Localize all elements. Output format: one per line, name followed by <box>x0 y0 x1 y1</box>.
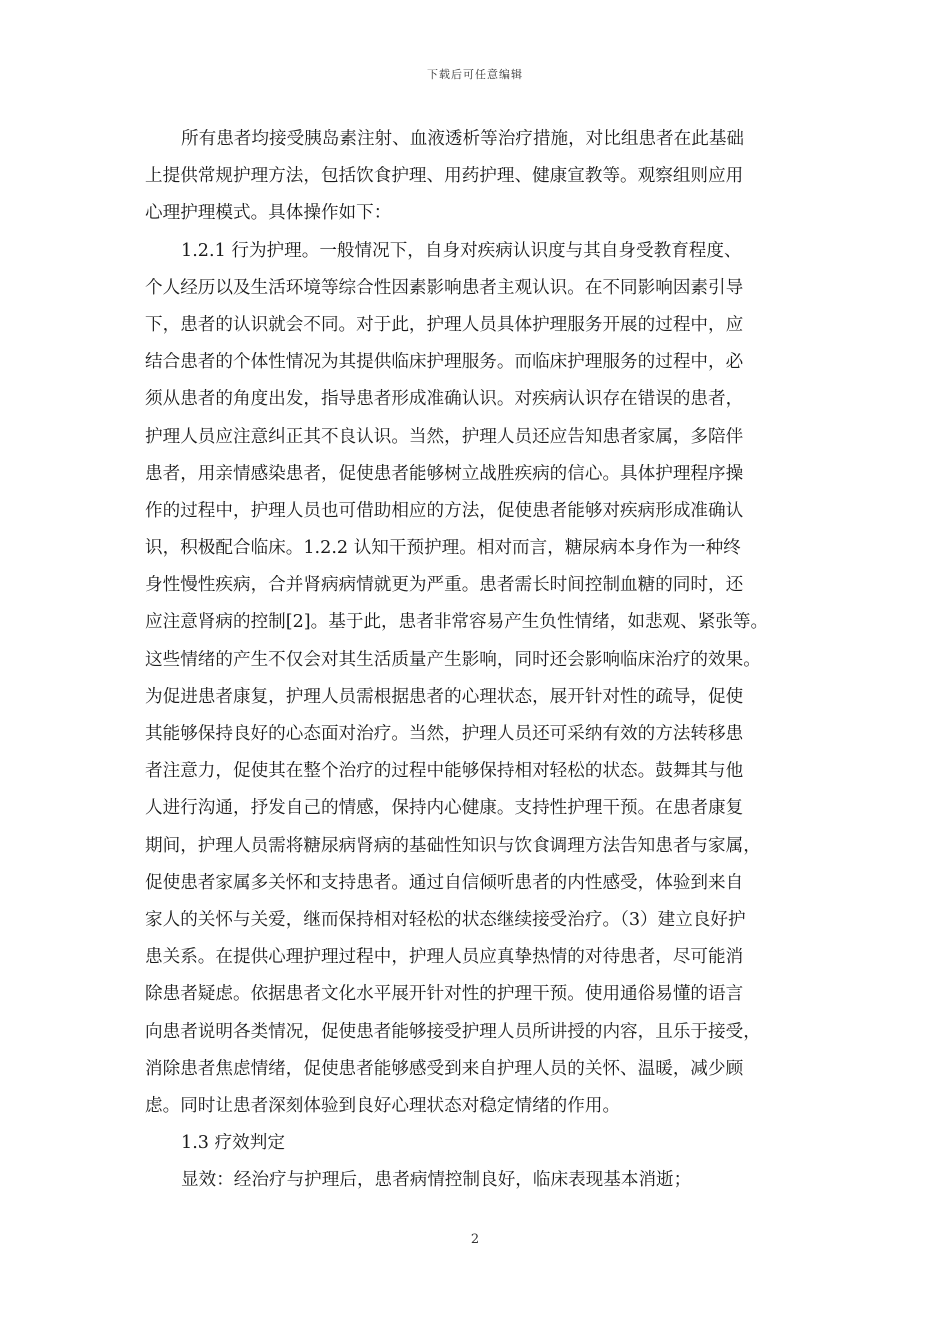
text-line: 患者，用亲情感染患者，促使患者能够树立战胜疾病的信心。具体护理程序操 <box>145 463 744 484</box>
text-line: 个人经历以及生活环境等综合性因素影响患者主观认识。在不同影响因素引导 <box>145 277 744 298</box>
text-line: 显效：经治疗与护理后，患者病情控制良好，临床表现基本消逝； <box>181 1170 692 1191</box>
text-line: 应注意肾病的控制[2]。基于此，患者非常容易产生负性情绪，如悲观、紧张等。 <box>145 612 769 633</box>
text-line: 身性慢性疾病，合并肾病病情就更为严重。患者需长时间控制血糖的同时，还 <box>145 575 744 596</box>
text-line: 下，患者的认识就会不同。对于此，护理人员具体护理服务开展的过程中，应 <box>145 314 744 335</box>
text-line: 这些情绪的产生不仅会对其生活质量产生影响，同时还会影响临床治疗的效果。 <box>145 649 761 670</box>
text-line: 其能够保持良好的心态面对治疗。当然，护理人员还可采纳有效的方法转移患 <box>145 724 744 744</box>
text-line: 期间，护理人员需将糖尿病肾病的基础性知识与饮食调理方法告知患者与家属， <box>145 835 761 856</box>
text-line: 者注意力，促使其在整个治疗的过程中能够保持相对轻松的状态。鼓舞其与他 <box>145 761 744 782</box>
text-line: 上提供常规护理方法，包括饮食护理、用药护理、健康宣教等。观察组则应用 <box>145 166 744 187</box>
text-line: 患关系。在提供心理护理过程中，护理人员应真挚热情的对待患者，尽可能消 <box>145 947 744 968</box>
text-line: 识，积极配合临床。1.2.2 认知干预护理。相对而言，糖尿病本身作为一种终 <box>145 538 741 559</box>
text-line: 所有患者均接受胰岛素注射、血液透析等治疗措施，对比组患者在此基础 <box>181 129 745 149</box>
body-text <box>145 121 810 1199</box>
text-line: 须从患者的角度出发，指导患者形成准确认识。对疾病认识存在错误的患者， <box>145 389 744 410</box>
text-line: 为促进患者康复，护理人员需根据患者的心理状态，展开针对性的疏导，促使 <box>145 686 744 707</box>
text-line: 向患者说明各类情况，促使患者能够接受护理人员所讲授的内容，且乐于接受， <box>145 1021 761 1042</box>
text-line: 人进行沟通，抒发自己的情感，保持内心健康。支持性护理干预。在患者康复 <box>145 798 744 819</box>
text-line: 消除患者焦虑情绪，促使患者能够感受到来自护理人员的关怀、温暖，减少顾 <box>145 1058 744 1079</box>
text-line: 促使患者家属多关怀和支持患者。通过自信倾听患者的内性感受，体验到来自 <box>145 872 744 893</box>
text-line: 护理人员应注意纠正其不良认识。当然，护理人员还应告知患者家属，多陪伴 <box>145 426 744 447</box>
text-line: 虑。同时让患者深刻体验到良好心理状态对稳定情绪的作用。 <box>145 1095 621 1116</box>
text-line: 心理护理模式。具体操作如下： <box>145 203 392 224</box>
text-line: 结合患者的个体性情况为其提供临床护理服务。而临床护理服务的过程中，必 <box>145 352 744 373</box>
page-header: 下载后可任意编辑 <box>427 68 523 81</box>
text-line: 1.3 疗效判定 <box>181 1133 285 1154</box>
text-line: 除患者疑虑。依据患者文化水平展开针对性的护理干预。使用通俗易懂的语言 <box>145 984 744 1005</box>
text-line: 1.2.1 行为护理。一般情况下，自身对疾病认识度与其自身受教育程度、 <box>181 240 742 261</box>
page-number: 2 <box>470 1232 480 1247</box>
text-line: 家人的关怀与关爱，继而保持相对轻松的状态继续接受治疗。（3）建立良好护 <box>145 909 746 930</box>
text-line: 作的过程中，护理人员也可借助相应的方法，促使患者能够对疾病形成准确认 <box>145 500 744 521</box>
